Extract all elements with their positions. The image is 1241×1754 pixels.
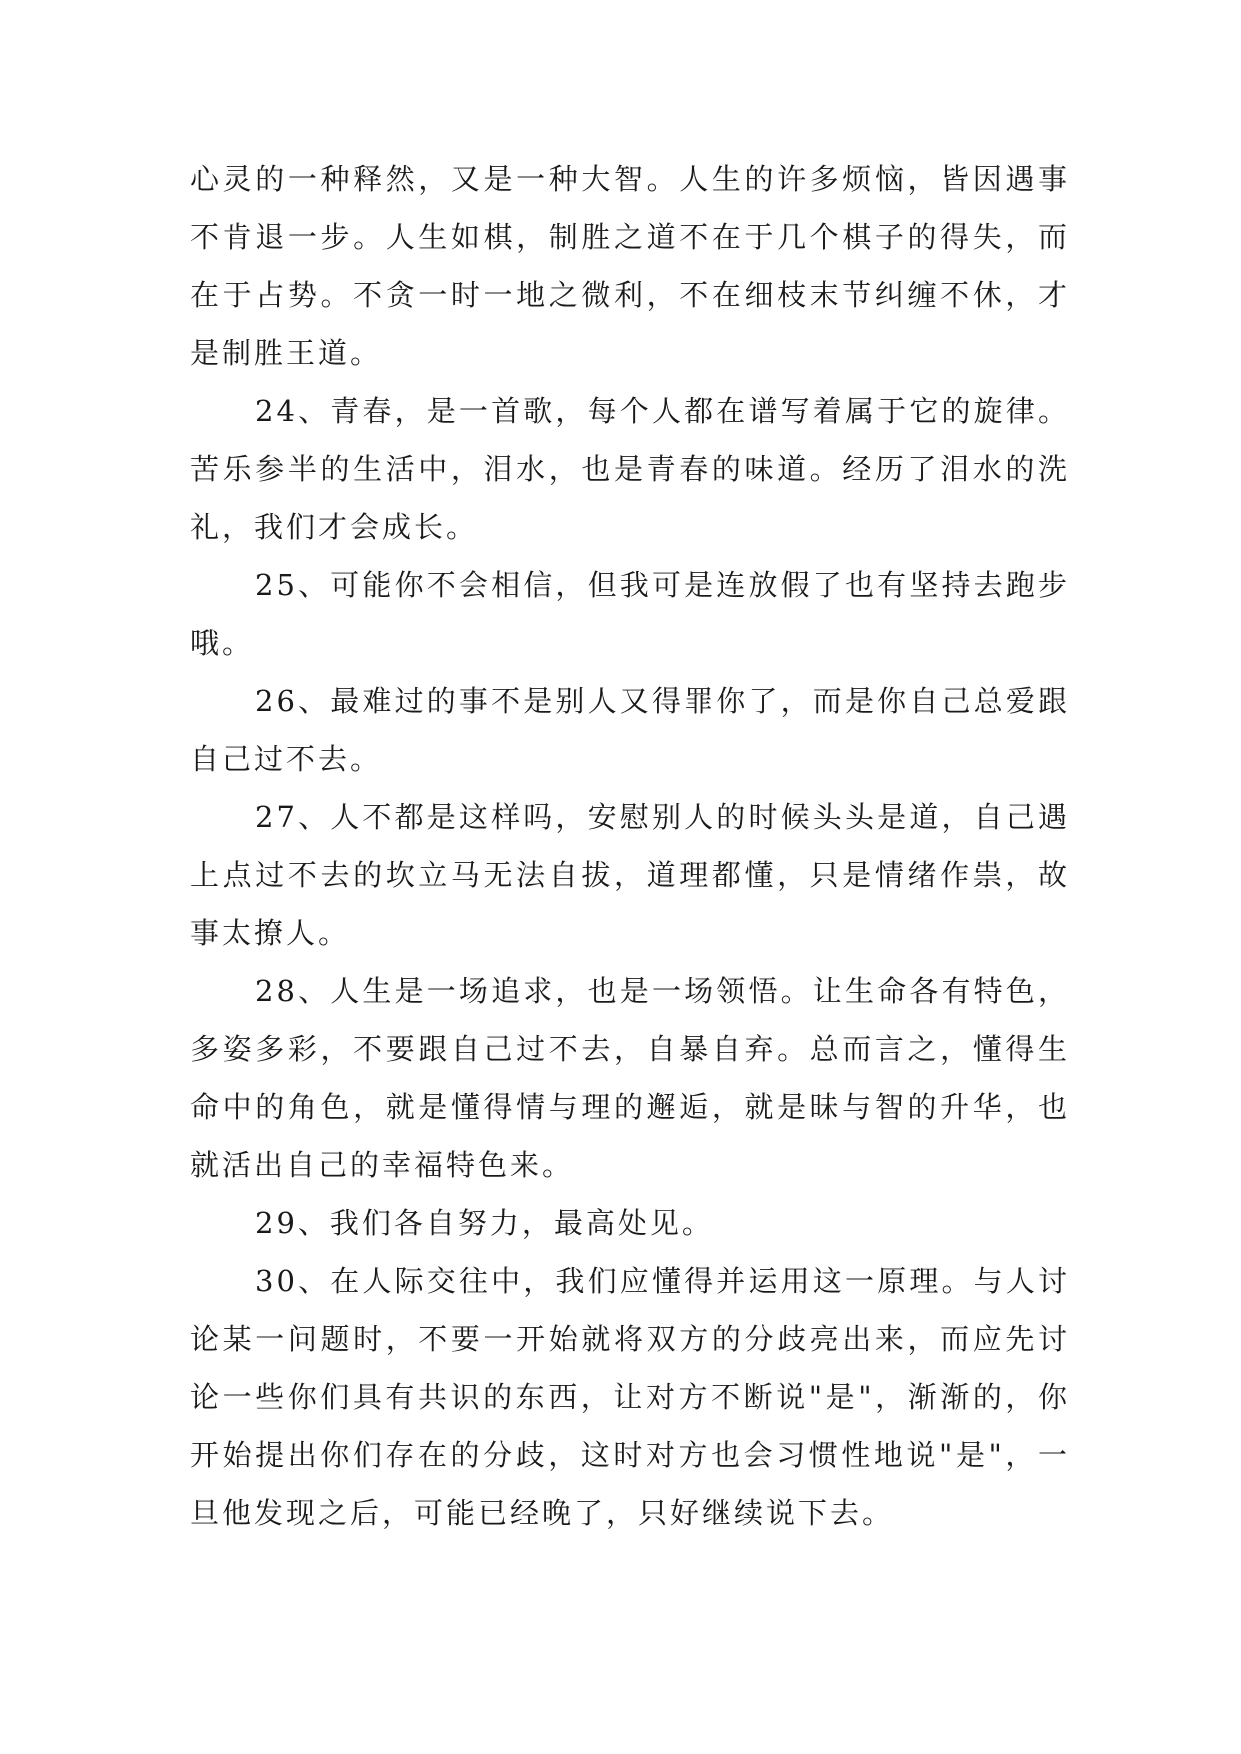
paragraph-item-27: 27、人不都是这样吗，安慰别人的时候头头是道，自己遇上点过不去的坎立马无法自拔，道理都懂，只是情绪作祟，故事太撩人。 <box>190 800 1070 950</box>
paragraph-item-29: 29、我们各自努力，最高处见。 <box>255 1206 714 1240</box>
paragraph-item-28: 28、人生是一场追求，也是一场领悟。让生命各有特色，多姿多彩，不要跟自己过不去，自暴自弃。总而言之，懂得生命中的角色，就是懂得情与理的邂逅，就是昧与智的升华，也就活出自己的幸福特色来。 <box>190 974 1070 1182</box>
paragraph-item-26: 26、最难过的事不是别人又得罪你了，而是你自己总爱跟自己过不去。 <box>190 684 1070 776</box>
paragraph-item-24: 24、青春，是一首歌，每个人都在谱写着属于它的旋律。苦乐参半的生活中，泪水，也是青春的味道。经历了泪水的洗礼，我们才会成长。 <box>190 394 1070 544</box>
paragraph-item-30: 30、在人际交往中，我们应懂得并运用这一原理。与人讨论某一问题时，不要一开始就将双方的分歧亮出来，而应先讨论一些你们具有共识的东西，让对方不断说"是"，渐渐的，你开始提出你们存在的分歧，这时对方也会习惯性地说"是"，一旦他发现之后，可能已经晚了，只好继续说下去。 <box>190 1264 1070 1530</box>
paragraph-continuation: 心灵的一种释然，又是一种大智。人生的许多烦恼，皆因遇事不肯退一步。人生如棋，制胜之道不在于几个棋子的得失，而在于占势。不贪一时一地之微利，不在细枝末节纠缠不休，才是制胜王道。 <box>190 162 1070 370</box>
paragraph-item-25: 25、可能你不会相信，但我可是连放假了也有坚持去跑步哦。 <box>190 568 1070 660</box>
document-page <box>190 150 1070 1542</box>
